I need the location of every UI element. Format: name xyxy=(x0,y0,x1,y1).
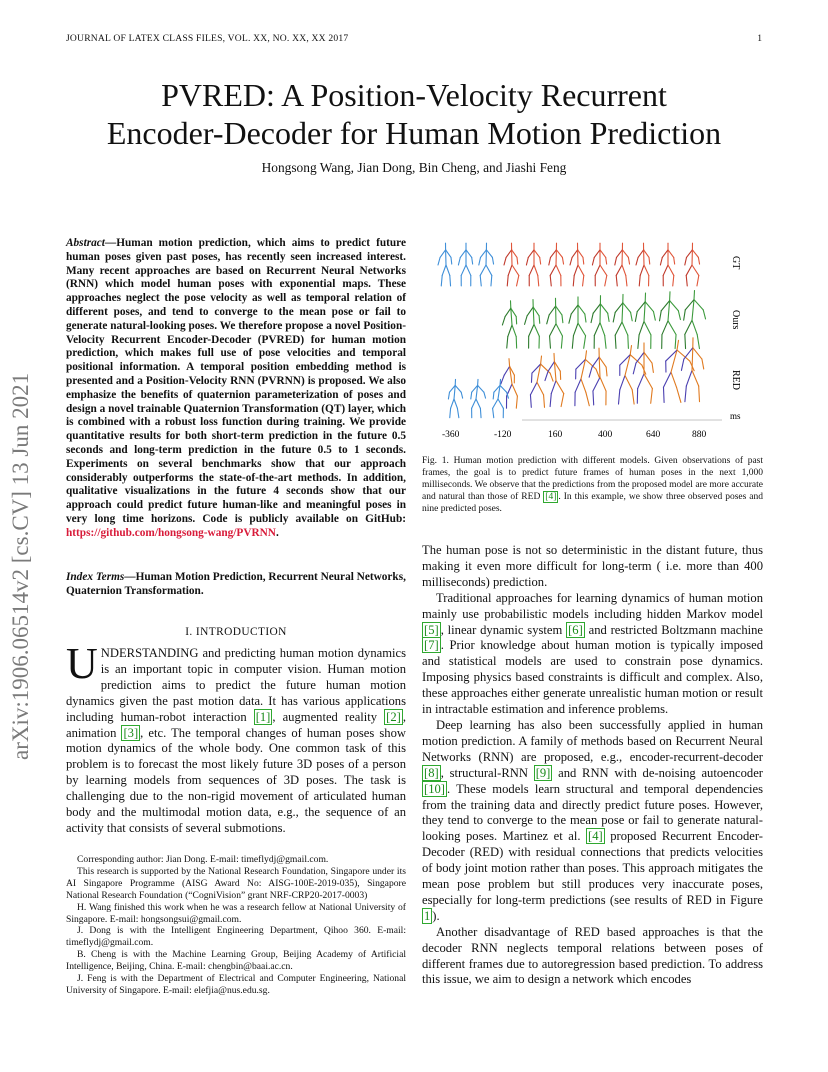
para-text: , structural-RNN xyxy=(440,765,534,780)
footnote: J. Dong is with the Intelligent Engineering Department, Qihoo 360. E-mail: timeflydj@gmail.com. xyxy=(66,925,406,949)
abstract-text: —Human motion prediction, which aims to predict future human poses given past poses, has recently seen increased interest. Many recent approaches are based on Recurrent Neural Networks (RNN) which model human poses with exponential maps. These approaches neglect the pose velocity as well as temporal relation of different poses, and tend to converge to the mean pose or fail to generate natural-looking poses. We therefore propose a novel Position-Velocity Recurrent Encoder-Decoder (PVRED) for human motion prediction, which makes full use of pose velocities and temporal positional information. A temporal position embedding method is presented and a Position-Velocity RNN (PVRNN) is proposed. We also emphasize the benefits of quaternion parameterization of poses and design a novel trainable Quaternion Transformation (QT) layer, which is combined with a robust loss function during training. We provide quantitative results for both short-term prediction in the future 0.5 seconds and long-term prediction in the future 0.5 to 1 seconds. Experiments on several benchmarks show that our approach considerably outperforms the state-of-the-art methods. In addition, qualitative visualizations in the future 4 seconds show that our approach could predict future human-like and meaningful poses in very long time horizons. Code is publicly available on GitHub: xyxy=(66,237,406,525)
stick-figure xyxy=(575,351,600,406)
stick-figure xyxy=(479,243,494,286)
axis-unit: ms xyxy=(730,411,741,421)
figure-caption xyxy=(422,455,763,515)
axis-tick: -360 xyxy=(442,430,460,440)
right-column-text xyxy=(422,543,763,988)
stick-figure xyxy=(660,292,681,349)
para-text: . Prior knowledge about human motion is typically imposed and statistical models are used to constrain pose dynamics. Imposing physics based constraints is difficult and complex. Also, these approaches either generate unrealistic human motion or result in intractable estimation and inference problems. xyxy=(422,638,763,717)
paragraph xyxy=(422,591,763,718)
stick-figure xyxy=(589,348,607,405)
footnote: J. Feng is with the Department of Electrical and Computer Engineering, National University of Singapore. E-mail: elefjia@nus.edu.sg. xyxy=(66,973,406,996)
motion-figure-graphic xyxy=(432,232,752,447)
citation-link[interactable]: [1] xyxy=(255,709,271,724)
row-label-gt: GT xyxy=(730,256,741,270)
figure-1 xyxy=(432,232,752,447)
stick-figure xyxy=(660,243,674,286)
stick-figure xyxy=(501,359,518,409)
stick-figure xyxy=(570,243,584,286)
stick-figure xyxy=(635,293,655,348)
axis-tick: 640 xyxy=(646,430,661,440)
intro-text: , augmented reality xyxy=(272,709,385,724)
stick-figure xyxy=(569,297,586,348)
pose-sequences xyxy=(438,243,706,418)
paragraph: Another disadvantage of RED based approaches is that the decoder RNN neglects temporal relations between poses of different frames due to autoregression based prediction. To address this issue, we aim to design a network which encodes xyxy=(422,924,763,987)
footnote: This research is supported by the National Research Foundation, Singapore under its AI Singapore Programme (AISG Award No: AISG-100E-2019-035), Singapore National Research Foundation (“CogniVision” grant NRF-CRP20-2017-0003) xyxy=(66,865,406,901)
paragraph: The human pose is not so deterministic in the distant future, thus making it even more difficult for long-term ( i.e. more than 400 milliseconds) prediction. xyxy=(422,543,763,589)
para-text: and restricted Boltzmann machine xyxy=(584,622,763,637)
para-text: . These models learn structural and temporal dependencies from the training data and directly predict future poses. However, they tend to converge to the mean pose or fail to generate natural-looking poses. Martinez et al. xyxy=(422,781,763,844)
stick-figure xyxy=(547,298,563,348)
index-terms xyxy=(66,571,406,599)
stick-figure xyxy=(530,356,553,407)
footnote: Corresponding author: Jian Dong. E-mail: timeflydj@gmail.com. xyxy=(77,854,329,865)
citation-link[interactable]: [2] xyxy=(386,709,401,724)
stick-figure xyxy=(615,243,630,286)
axis-tick: -120 xyxy=(494,430,512,440)
para-text: Deep learning has also been successfully applied in human motion prediction. A family of methods based on Recurrent Neural Networks (RNN) are proposed, e.g., encoder-recurrent-decoder xyxy=(422,717,763,764)
stick-figure xyxy=(591,296,609,349)
section-heading: I. INTRODUCTION xyxy=(185,626,287,638)
stick-figure xyxy=(681,338,703,402)
stick-figure xyxy=(502,301,516,348)
citation-link[interactable]: [9] xyxy=(535,765,551,780)
citation-link[interactable]: [5] xyxy=(424,622,439,637)
index-terms-text: —Human Motion Prediction, Recurrent Neural Networks, Quaternion Transformation. xyxy=(66,571,406,597)
stick-figure xyxy=(438,243,452,286)
stick-figure xyxy=(525,300,540,349)
para-text: ). xyxy=(432,908,440,923)
abstract-tail: . xyxy=(275,526,279,539)
stick-figure xyxy=(684,291,706,349)
stick-figure xyxy=(663,340,694,402)
axis-tick: 160 xyxy=(548,430,563,440)
citation-link[interactable]: [4] xyxy=(588,829,603,844)
para-text: and RNN with de-noising autoencoder xyxy=(552,765,763,780)
stick-figure xyxy=(526,243,540,286)
stick-figure xyxy=(613,294,632,348)
citation-link[interactable]: [4] xyxy=(545,492,557,502)
row-label-red: RED xyxy=(730,370,741,390)
drop-cap: U xyxy=(66,639,98,688)
caption-text: . In this example, we show three observed poses and nine predicted poses. xyxy=(422,492,763,514)
stick-figure xyxy=(549,243,564,286)
arxiv-watermark: arXiv:1906.06514v2 [cs.CV] 13 Jun 2021 xyxy=(8,372,33,760)
stick-figure xyxy=(619,346,646,405)
footnote: H. Wang finished this work when he was a research fellow at National University of Singapore. E-mail: hongsongsui@gmail.com. xyxy=(66,901,406,925)
stick-figure xyxy=(633,343,653,403)
para-text: , linear dynamic system xyxy=(440,622,567,637)
para-text: Traditional approaches for learning dynamics of human motion mainly use probabilistic models including hidden Markov model xyxy=(422,590,763,621)
citation-link[interactable]: [8] xyxy=(424,765,439,780)
paper-title xyxy=(60,76,768,152)
stick-figure xyxy=(636,243,650,286)
citation-link[interactable]: [6] xyxy=(568,622,583,637)
stick-figure xyxy=(458,243,472,286)
abstract xyxy=(66,237,406,541)
stick-figure xyxy=(685,243,700,286)
footnotes xyxy=(66,854,406,997)
footnote: B. Cheng is with the Machine Learning Group, Beijing Academy of Artificial Intelligence, Beijing, China. E-mail: chengbin@baai.ac.cn. xyxy=(66,949,406,973)
page-number: 1 xyxy=(757,33,762,44)
stick-figure xyxy=(504,243,519,286)
author-list: Hongsong Wang, Jian Dong, Bin Cheng, and Jiashi Feng xyxy=(261,160,567,175)
caption-text: Fig. 1. Human motion prediction with different models. Given observations of past frames, the goal is to predict future frames of human poses in the next 1,000 milliseconds. We observe that the predictions from the proposed model are more accurate and natural than those of RED xyxy=(422,456,763,502)
intro-paragraph xyxy=(66,639,406,837)
intro-text: , etc. The temporal changes of human poses show motion dynamics of the whole body. One common task of this problem is to forecast the most likely future 3D poses of a person by learning models from sequences of 3D poses. The task is challenging due to the non-rigid movement of articulated human body and the multimodal motion data, e.g., the sequence of an activity that consists of several submotions. xyxy=(66,725,406,835)
index-terms-lead: Index Terms xyxy=(66,571,125,583)
stick-figure xyxy=(592,243,606,286)
stick-figure xyxy=(448,379,462,417)
paragraph xyxy=(422,718,763,925)
stick-figure xyxy=(545,353,564,406)
figure-link[interactable]: 1 xyxy=(424,908,431,923)
abstract-lead: Abstract xyxy=(66,237,105,249)
citation-link[interactable]: [7] xyxy=(424,638,439,653)
para-text: proposed Recurrent Encoder-Decoder (RED) with residual connections that predicts velocities of body joint motion rather than poses. This approach mitigates the mean pose problem but still produces very inaccurate poses, especially for long-term predictions (see results of RED in Figure xyxy=(422,829,763,907)
github-link[interactable]: https://github.com/hongsong-wang/PVRNN xyxy=(66,526,276,539)
title-line-2: Encoder-Decoder for Human Motion Prediction xyxy=(106,115,722,151)
citation-link[interactable]: [10] xyxy=(424,781,445,796)
running-head: JOURNAL OF LATEX CLASS FILES, VOL. XX, NO. XX, XX 2017 xyxy=(66,33,349,44)
row-label-ours: Ours xyxy=(730,310,741,330)
citation-link[interactable]: [3] xyxy=(123,725,139,740)
axis-tick: 400 xyxy=(598,430,613,440)
axis-tick: 880 xyxy=(692,430,707,440)
title-line-1: PVRED: A Position-Velocity Recurrent xyxy=(161,77,667,113)
stick-figure xyxy=(471,379,486,417)
intro-text: , animation xyxy=(66,709,406,740)
intro-text: NDERSTANDING and predicting human motion dynamics is an important topic in computer vision. Human motion prediction aims to predict the future human motion dynamics given the past motion data. It has various applications including human-robot interaction xyxy=(66,646,406,724)
